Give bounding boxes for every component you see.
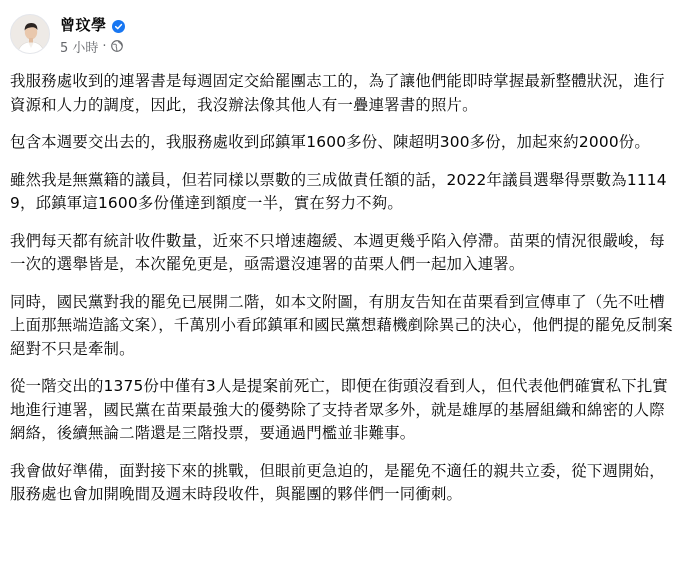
avatar[interactable]: [10, 14, 50, 54]
globe-icon[interactable]: [111, 40, 123, 52]
post-paragraph: 我會做好準備，面對接下來的挑戰，但眼前更急迫的，是罷免不適任的親共立委，從下週開始，服務處也會加開晚間及週末時段收件，與罷團的夥伴們一同衝刺。: [10, 461, 665, 503]
separator-dot: ·: [102, 38, 107, 54]
author-name[interactable]: 曾玟學: [60, 15, 107, 34]
post-paragraph: 我服務處收到的連署書是每週固定交給罷團志工的，為了讓他們能即時掌握最新整體狀況，進行資源和人力的調度，因此，我沒辦法像其他人有一疊連署書的照片。: [10, 72, 665, 114]
verified-badge-icon: [112, 18, 125, 31]
post-timestamp-row: [60, 38, 125, 54]
post-time[interactable]: 5 小時: [60, 40, 99, 56]
post-paragraph: 包含本週要交出去的，我服務處收到邱鎮軍1600多份、陳超明300多份，加起來約2000份。: [10, 133, 650, 151]
post-paragraph: 同時，國民黨對我的罷免已展開二階，如本文附圖，有朋友告知在苗栗看到宣傳車了（先不吐槽上面那無端造謠文案），千萬別小看邱鎮軍和國民黨想藉機剷除異己的決心，他們提的罷免反制案絕對不只是牽制。: [10, 292, 673, 358]
post-body: [10, 70, 683, 507]
post-paragraph: 我們每天都有統計收件數量，近來不只增速趨緩、本週更幾乎陷入停滯。苗栗的情況很嚴峻，每一次的選舉皆是，本次罷免更是，亟需還沒連署的苗栗人們一起加入連署。: [10, 231, 665, 273]
post-paragraph: 從一階交出的1375份中僅有3人是提案前死亡，即便在街頭沒看到人，但代表他們確實私下扎實地進行連署，國民黨在苗栗最強大的優勢除了支持者眾多外，就是雄厚的基層組織和綿密的人際網絡，後續無論二階還是三階投票，要通過門檻並非難事。: [10, 377, 668, 442]
author-row: [60, 14, 125, 34]
post-paragraph: 雖然我是無黨籍的議員，但若同樣以票數的三成做責任額的話，2022年議員選舉得票數為11149，邱鎮軍這1600多份僅達到額度一半，實在努力不夠。: [10, 170, 667, 212]
post-header: [10, 8, 683, 60]
post-meta: [60, 14, 125, 54]
avatar-portrait-icon: [11, 15, 50, 54]
